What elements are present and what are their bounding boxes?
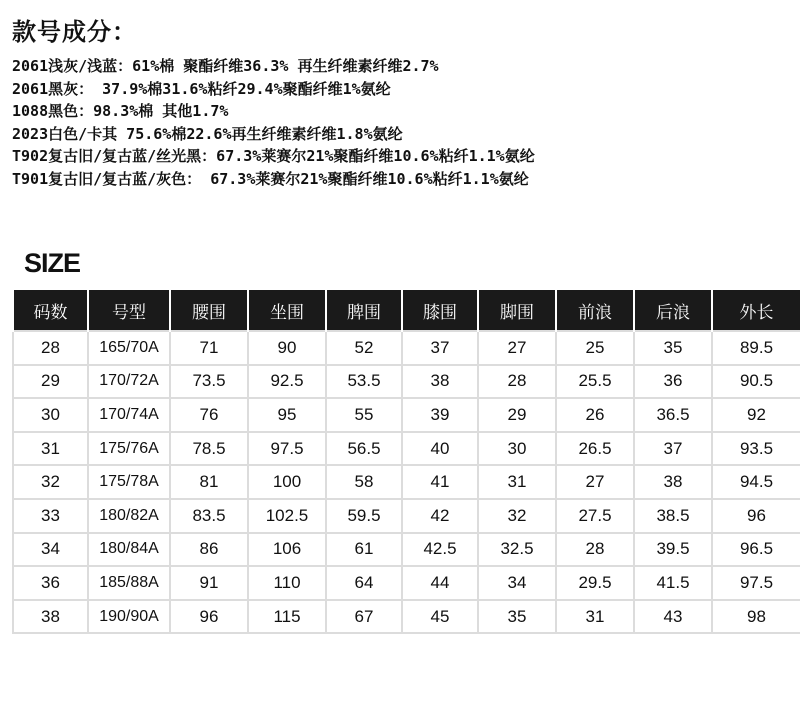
table-row [13,499,800,533]
table-cell-leg-opening: 34 [478,566,556,600]
table-cell-knee: 42 [402,499,478,533]
table-cell-leg-opening: 28 [478,365,556,399]
table-cell-size-code: 28 [13,331,88,365]
column-header-hip: 坐围 [248,290,326,331]
column-header-thigh: 脾围 [326,290,402,331]
table-cell-model: 170/72A [88,365,170,399]
table-cell-front-rise: 29.5 [556,566,634,600]
table-cell-waist: 71 [170,331,248,365]
table-cell-thigh: 52 [326,331,402,365]
table-cell-outseam: 93.5 [712,432,800,466]
table-cell-model: 180/82A [88,499,170,533]
table-cell-waist: 96 [170,600,248,634]
table-cell-waist: 76 [170,398,248,432]
table-cell-back-rise: 43 [634,600,712,634]
size-table [12,290,800,634]
table-cell-hip: 92.5 [248,365,326,399]
table-cell-thigh: 55 [326,398,402,432]
composition-title: 款号成分： [12,18,137,46]
table-cell-model: 165/70A [88,331,170,365]
table-cell-knee: 45 [402,600,478,634]
table-cell-leg-opening: 35 [478,600,556,634]
table-row [13,566,800,600]
table-cell-waist: 73.5 [170,365,248,399]
column-header-model: 号型 [88,290,170,331]
table-cell-back-rise: 38 [634,465,712,499]
table-cell-outseam: 90.5 [712,365,800,399]
table-cell-thigh: 67 [326,600,402,634]
table-cell-waist: 91 [170,566,248,600]
table-cell-size-code: 31 [13,432,88,466]
table-row [13,465,800,499]
composition-line-1088: 1088黑色：98.3%棉 其他1.7% [12,102,229,120]
column-header-back-rise: 后浪 [634,290,712,331]
table-cell-thigh: 61 [326,533,402,567]
table-cell-model: 180/84A [88,533,170,567]
table-row [13,331,800,365]
column-header-leg-opening: 脚围 [478,290,556,331]
table-cell-hip: 106 [248,533,326,567]
table-row [13,398,800,432]
table-cell-back-rise: 35 [634,331,712,365]
table-cell-size-code: 34 [13,533,88,567]
table-cell-hip: 102.5 [248,499,326,533]
table-cell-size-code: 36 [13,566,88,600]
table-cell-knee: 42.5 [402,533,478,567]
table-cell-outseam: 97.5 [712,566,800,600]
size-table-body [13,331,800,633]
table-cell-model: 170/74A [88,398,170,432]
composition-line-2023: 2023白色/卡其 75.6%棉22.6%再生纤维素纤维1.8%氨纶 [12,124,403,143]
table-cell-leg-opening: 32 [478,499,556,533]
table-cell-model: 190/90A [88,600,170,634]
table-cell-knee: 38 [402,365,478,399]
table-cell-leg-opening: 30 [478,432,556,466]
table-cell-back-rise: 38.5 [634,499,712,533]
table-cell-waist: 86 [170,533,248,567]
table-row [13,365,800,399]
table-cell-outseam: 92 [712,398,800,432]
table-row [13,600,800,634]
table-cell-back-rise: 37 [634,432,712,466]
table-cell-outseam: 89.5 [712,331,800,365]
table-cell-outseam: 98 [712,600,800,634]
table-cell-knee: 44 [402,566,478,600]
table-cell-front-rise: 25.5 [556,365,634,399]
table-row [13,533,800,567]
table-cell-outseam: 96 [712,499,800,533]
table-cell-model: 175/76A [88,432,170,466]
composition-line-2061-light: 2061浅灰/浅蓝：61%棉 聚酯纤维36.3% 再生纤维素纤维2.7% [12,57,439,75]
table-cell-back-rise: 41.5 [634,566,712,600]
table-cell-thigh: 58 [326,465,402,499]
table-cell-thigh: 56.5 [326,432,402,466]
table-cell-front-rise: 27 [556,465,634,499]
column-header-waist: 腰围 [170,290,248,331]
table-cell-front-rise: 26.5 [556,432,634,466]
table-cell-size-code: 29 [13,365,88,399]
table-cell-waist: 81 [170,465,248,499]
composition-line-t902: T902复古旧/复古蓝/丝光黑：67.3%莱赛尔21%聚酯纤维10.6%粘纤1.1%氨纶 [12,147,535,165]
size-heading: SIZE [24,248,81,278]
column-header-front-rise: 前浪 [556,290,634,331]
table-cell-outseam: 96.5 [712,533,800,567]
table-cell-leg-opening: 31 [478,465,556,499]
table-cell-hip: 97.5 [248,432,326,466]
table-cell-knee: 41 [402,465,478,499]
table-cell-waist: 83.5 [170,499,248,533]
table-cell-waist: 78.5 [170,432,248,466]
table-cell-size-code: 33 [13,499,88,533]
table-cell-model: 175/78A [88,465,170,499]
table-cell-hip: 110 [248,566,326,600]
table-cell-back-rise: 36 [634,365,712,399]
table-cell-front-rise: 26 [556,398,634,432]
column-header-knee: 膝围 [402,290,478,331]
table-cell-size-code: 30 [13,398,88,432]
table-cell-hip: 95 [248,398,326,432]
table-cell-hip: 90 [248,331,326,365]
table-cell-front-rise: 31 [556,600,634,634]
table-cell-thigh: 64 [326,566,402,600]
table-cell-leg-opening: 29 [478,398,556,432]
size-table-header-row [13,290,800,331]
table-cell-size-code: 32 [13,465,88,499]
composition-list [12,56,535,191]
table-cell-knee: 39 [402,398,478,432]
table-cell-outseam: 94.5 [712,465,800,499]
table-cell-back-rise: 36.5 [634,398,712,432]
composition-line-t901: T901复古旧/复古蓝/灰色： 67.3%莱赛尔21%聚酯纤维10.6%粘纤1.1%氨纶 [12,169,529,188]
table-cell-size-code: 38 [13,600,88,634]
table-cell-leg-opening: 32.5 [478,533,556,567]
table-row [13,432,800,466]
table-cell-knee: 37 [402,331,478,365]
table-cell-model: 185/88A [88,566,170,600]
composition-line-2061-black: 2061黑灰： 37.9%棉31.6%粘纤29.4%聚酯纤维1%氨纶 [12,79,391,98]
table-cell-front-rise: 25 [556,331,634,365]
table-cell-knee: 40 [402,432,478,466]
table-cell-hip: 100 [248,465,326,499]
table-cell-leg-opening: 27 [478,331,556,365]
table-cell-back-rise: 39.5 [634,533,712,567]
column-header-size-code: 码数 [13,290,88,331]
table-cell-front-rise: 27.5 [556,499,634,533]
column-header-outseam: 外长 [712,290,800,331]
table-cell-front-rise: 28 [556,533,634,567]
table-cell-thigh: 59.5 [326,499,402,533]
table-cell-thigh: 53.5 [326,365,402,399]
table-cell-hip: 115 [248,600,326,634]
